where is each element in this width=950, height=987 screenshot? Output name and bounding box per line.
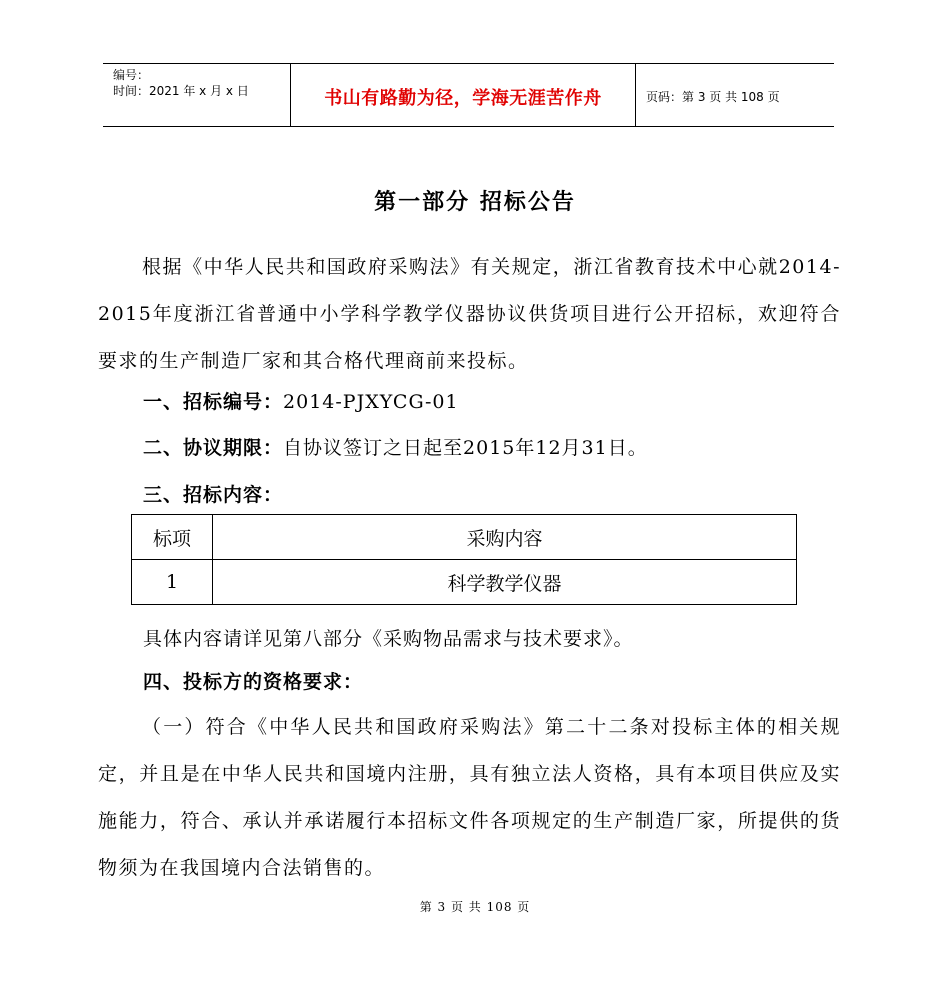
section-label: 一、招标编号： — [143, 391, 284, 413]
page-header — [103, 63, 834, 127]
qualification-item-1: （一）符合《中华人民共和国政府采购法》第二十二条对投标主体的相关规定，并且是在中华人民共和国境内注册，具有独立法人资格，具有本项目供应及实施能力，符合、承认并承诺履行本招标文件各项规定的生产制造厂家，所提供的货物须为在我国境内合法销售的。 — [98, 716, 841, 879]
section-qualification — [143, 667, 363, 694]
section-bid-content — [143, 480, 283, 507]
column-header-content: 采购内容 — [213, 515, 797, 560]
table-row — [132, 560, 797, 605]
section-value: 自协议签订之日起至2015年12月31日。 — [283, 437, 648, 459]
document-number-label: 编号： — [113, 68, 150, 82]
section-label: 三、招标内容： — [143, 484, 284, 506]
header-page-cell — [636, 64, 834, 126]
section-agreement-term — [143, 433, 648, 460]
column-header-item: 标项 — [132, 515, 213, 560]
motto-text: 书山有路勤为径，学海无涯苦作舟 — [324, 88, 602, 109]
page-footer: 第 3 页 共 108 页 — [419, 900, 531, 914]
header-meta — [103, 64, 291, 126]
table-header-row — [132, 515, 797, 560]
section-label: 四、投标方的资格要求： — [143, 671, 364, 693]
table-note: 具体内容请详见第八部分《采购物品需求与技术要求》。 — [143, 628, 634, 650]
table-cell-item: 1 — [132, 560, 213, 605]
section-label: 二、协议期限： — [143, 437, 284, 459]
intro-paragraph: 根据《中华人民共和国政府采购法》有关规定，浙江省教育技术中心就2014-2015年度浙江省普通中小学科学教学仪器协议供货项目进行公开招标，欢迎符合要求的生产制造厂家和其合格代理商前来投标。 — [98, 256, 841, 372]
document-time-label: 时间：2021 年 x 月 x 日 — [113, 84, 249, 98]
bid-items-table — [131, 514, 797, 605]
table-cell-content: 科学教学仪器 — [213, 560, 797, 605]
section-bid-number — [143, 387, 459, 414]
page-title: 第一部分 招标公告 — [374, 190, 576, 215]
page-info: 页码：第 3 页 共 108 页 — [646, 90, 780, 104]
header-motto-cell — [291, 64, 636, 126]
section-value: 2014-PJXYCG-01 — [283, 391, 459, 413]
